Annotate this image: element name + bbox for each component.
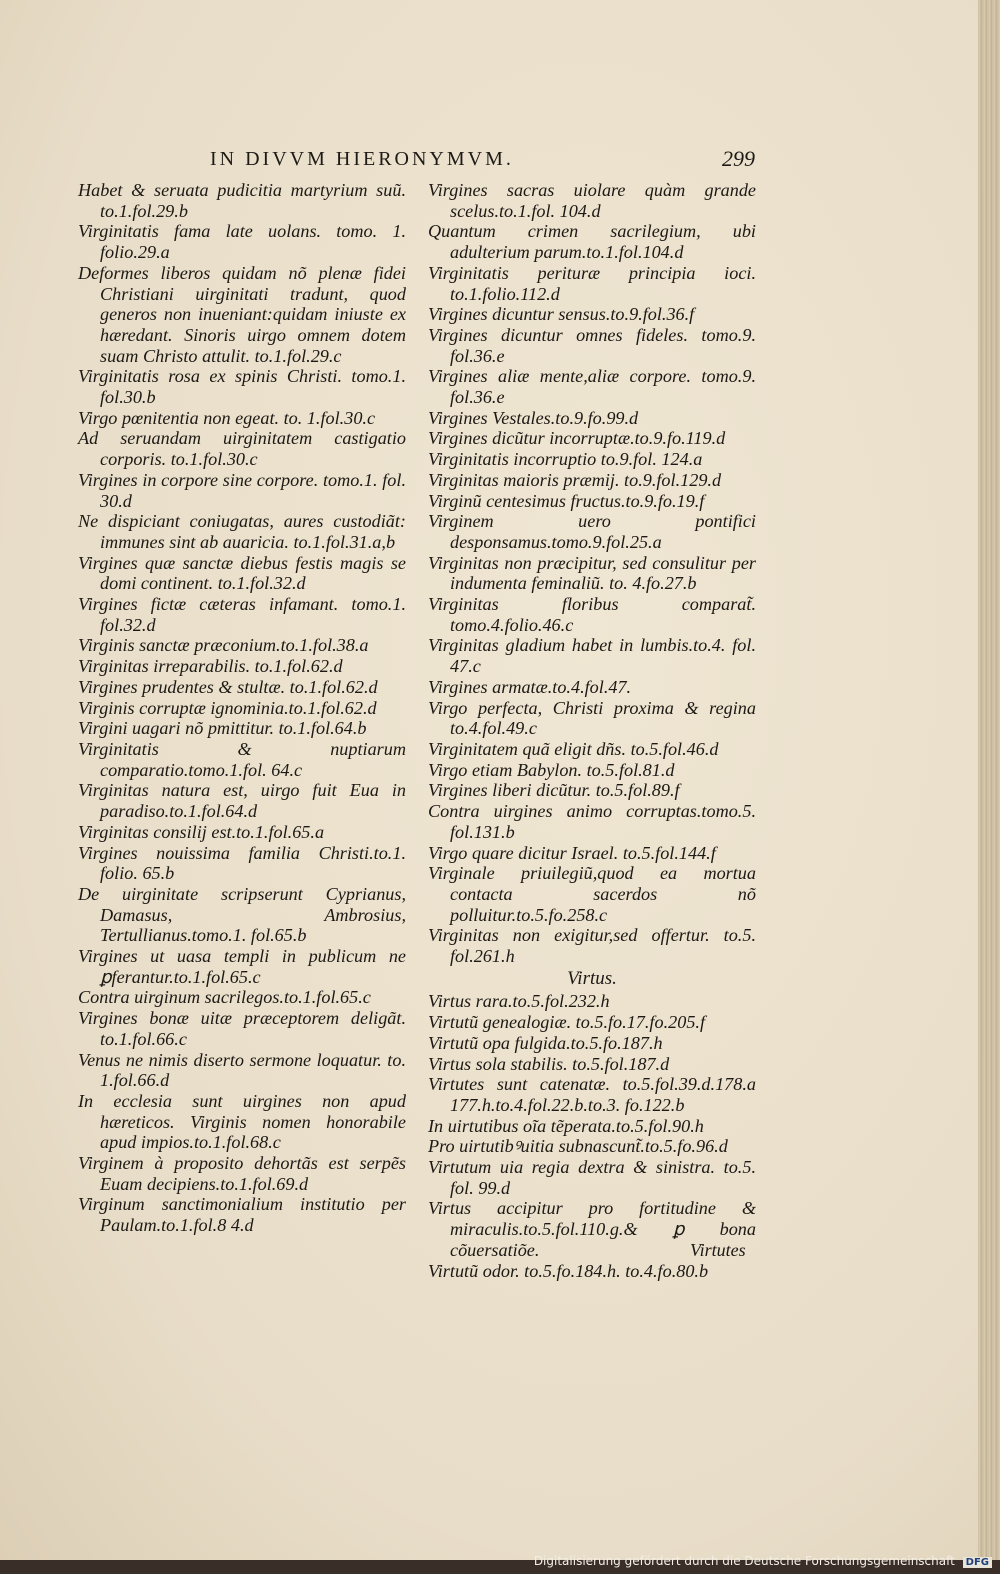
index-entry: Virgines aliæ mente,aliæ corpore. tomo.9. fol.36.e bbox=[428, 366, 756, 408]
index-entry: Virginem à proposito dehortãs est serpẽs Euam decipiens.to.1.fol.69.d bbox=[78, 1153, 406, 1194]
index-entry: Virginitatem quã eligit dñs. to.5.fol.46.d bbox=[428, 738, 719, 759]
right-column bbox=[428, 180, 756, 1281]
dfg-logo: DFG bbox=[963, 1557, 992, 1568]
index-entry: In ecclesia sunt uirgines non apud hæreticos. Virginis nomen honorabile apud impios.to.1.fol.68.c bbox=[78, 1090, 406, 1153]
index-entry: Virtutũ genealogiæ. to.5.fo.17.fo.205.f bbox=[428, 1012, 706, 1033]
index-entry: Virginem uero pontifici desponsamus.tomo.9.fol.25.a bbox=[428, 511, 756, 552]
index-entry: Virgo perfecta, Christi proxima & regina to.4.fol.49.c bbox=[428, 697, 756, 739]
index-entry: Virginis corruptæ ignominia.to.1.fol.62.d bbox=[78, 697, 377, 718]
index-entry: Virginitas floribus comparat̃. tomo.4.folio.46.c bbox=[428, 594, 756, 635]
index-entry: Virgines dicũtur incorruptæ.to.9.fo.119.d bbox=[428, 428, 726, 449]
index-entry: Virginitas irreparabilis. to.1.fol.62.d bbox=[78, 656, 343, 677]
index-entry: Virgines quæ sanctæ diebus festis magis se domi continent. to.1.fol.32.d bbox=[78, 552, 406, 594]
index-entry: Contra uirginum sacrilegos.to.1.fol.65.c bbox=[78, 987, 371, 1008]
index-entry: Virgines dicuntur omnes fideles. tomo.9. fol.36.e bbox=[428, 324, 756, 366]
index-entry: Virtutũ odor. to.5.fo.184.h. to.4.fo.80.b bbox=[428, 1260, 709, 1281]
index-entry: Virtutum uia regia dextra & sinistra. to.5. fol. 99.d bbox=[428, 1157, 756, 1198]
index-entry: Virgines bonæ uitæ præceptorem deligãt. to.1.fol.66.c bbox=[78, 1008, 406, 1049]
index-entry: Virgo pœnitentia non egeat. to. 1.fol.30.c bbox=[78, 407, 376, 428]
index-entry: Virginis sanctæ præconium.to.1.fol.38.a bbox=[78, 635, 369, 656]
index-entry: Virginitatis incorruptio to.9.fol. 124.a bbox=[428, 449, 703, 470]
index-entry: Virginitas gladium habet in lumbis.to.4. fol. 47.c bbox=[428, 635, 756, 677]
index-entry: Virgines Vestales.to.9.fo.99.d bbox=[428, 407, 639, 428]
index-entry: Virgo quare dicitur Israel. to.5.fol.144.f bbox=[428, 842, 716, 863]
index-entry: Virginitatis perituræ principia ioci. to.1.folio.112.d bbox=[428, 262, 756, 304]
page-edges bbox=[978, 0, 1000, 1560]
index-entry: Virginitatis fama late uolans. tomo. 1. folio.29.a bbox=[78, 221, 406, 263]
index-entry: Virtus rara.to.5.fol.232.h bbox=[428, 991, 610, 1012]
index-entry: Virgines prudentes & stultæ. to.1.fol.62.d bbox=[78, 676, 378, 697]
index-entry: Virginitatis & nuptiarum comparatio.tomo.1.fol. 64.c bbox=[78, 738, 406, 780]
index-entry: Virginitas natura est, uirgo fuit Eua in paradiso.to.1.fol.64.d bbox=[78, 780, 406, 822]
index-entry: Virginitas maioris præmij. to.9.fol.129.d bbox=[428, 469, 722, 490]
index-entry: Virginitatis rosa ex spinis Christi. tomo.1. fol.30.b bbox=[78, 366, 406, 408]
index-entry: Virgines ut uasa templi in publicum ne ꝑferantur.to.1.fol.65.c bbox=[78, 946, 406, 987]
index-entry: Virgines sacras uiolare quàm grande scelus.to.1.fol. 104.d bbox=[428, 180, 756, 221]
index-entry: Virtus sola stabilis. to.5.fol.187.d bbox=[428, 1053, 670, 1074]
index-entry: Virginitas non præcipitur, sed consulitur per indumenta feminaliũ. to. 4.fo.27.b bbox=[428, 552, 756, 594]
section-heading: Virtus. bbox=[567, 967, 617, 989]
index-entry: Virginũ centesimus fructus.to.9.fo.19.f bbox=[428, 490, 705, 511]
index-entry: Virgines armatæ.to.4.fol.47. bbox=[428, 676, 632, 697]
index-entry: Ne dispiciant coniugatas, aures custodiãt: immunes sint ab auaricia. to.1.fol.31.a,b bbox=[78, 511, 406, 552]
index-entry: Venus ne nimis diserto sermone loquatur. to. 1.fol.66.d bbox=[78, 1049, 406, 1091]
running-title: IN DIVVM HIERONYMVM. bbox=[210, 148, 514, 170]
index-entry: Virtutũ opa fulgida.to.5.fo.187.h bbox=[428, 1032, 663, 1053]
index-entry: Pro uirtutibꝰuitia subnascunt̃.to.5.fo.96.d bbox=[428, 1136, 728, 1157]
index-entry: Virginale priuilegiũ,quod ea mortua contacta sacerdos nõ polluitur.to.5.fo.258.c bbox=[428, 863, 756, 925]
index-entry: Virgines dicuntur sensus.to.9.fol.36.f bbox=[428, 304, 695, 325]
index-entry: Virgines fictæ cæteras infamant. tomo.1. fol.32.d bbox=[78, 594, 406, 635]
index-entry: Virgines nouissima familia Christi.to.1. folio. 65.b bbox=[78, 842, 406, 884]
index-entry: Virginitas non exigitur,sed offertur. to.5. fol.261.h bbox=[428, 925, 756, 967]
index-entry: Virtutes sunt catenatæ. to.5.fol.39.d.178.a 177.h.to.4.fol.22.b.to.3. fo.122.b bbox=[428, 1074, 756, 1115]
catchword: Virtutes bbox=[690, 1240, 746, 1260]
index-entry: Virgines liberi dicũtur. to.5.fol.89.f bbox=[428, 780, 680, 801]
index-entry: Deformes liberos quidam nõ plenæ fidei Christiani uirginitati tradunt, quod generos non inueniant:quidam iniuste ex hæredant. Sinoris uirgo omnem dotem suam Christo attulit. to.1.fol.29.c bbox=[78, 262, 406, 366]
index-entry: Contra uirgines animo corruptas.tomo.5. fol.131.b bbox=[428, 801, 756, 842]
index-entry: Virgini uagari nõ pmittitur. to.1.fol.64.b bbox=[78, 718, 367, 739]
index-entry: Quantum crimen sacrilegium, ubi adulterium parum.to.1.fol.104.d bbox=[428, 221, 756, 263]
footer-credit bbox=[534, 1554, 992, 1568]
index-entry: Virginum sanctimonialium institutio per Paulam.to.1.fol.8 4.d bbox=[78, 1194, 406, 1236]
index-entry: Ad seruandam uirginitatem castigatio corporis. to.1.fol.30.c bbox=[78, 428, 406, 470]
index-entry: Virginitas consilij est.to.1.fol.65.a bbox=[78, 821, 325, 842]
index-entry: Virgo etiam Babylon. to.5.fol.81.d bbox=[428, 759, 675, 780]
index-entry: De uirginitate scripserunt Cyprianus, Damasus, Ambrosius, Tertullianus.tomo.1. fol.65.b bbox=[78, 883, 406, 946]
index-entry: In uirtutibus oĩa tẽperata.to.5.fol.90.h bbox=[428, 1115, 704, 1136]
index-entry: Virgines in corpore sine corpore. tomo.1. fol. 30.d bbox=[78, 469, 406, 511]
index-entry: Habet & seruata pudicitia martyrium suũ. to.1.fol.29.b bbox=[78, 180, 406, 221]
folio-number: 299 bbox=[722, 146, 755, 171]
index-entry: Virtus accipitur pro fortitudine & miraculis.to.5.fol.110.g.& ꝑ bona cõuersatiõe. bbox=[428, 1198, 756, 1260]
left-column bbox=[78, 180, 406, 1236]
footer-text: Digitalisierung gefördert durch die Deutsche Forschungsgemeinschaft bbox=[533, 1554, 955, 1568]
